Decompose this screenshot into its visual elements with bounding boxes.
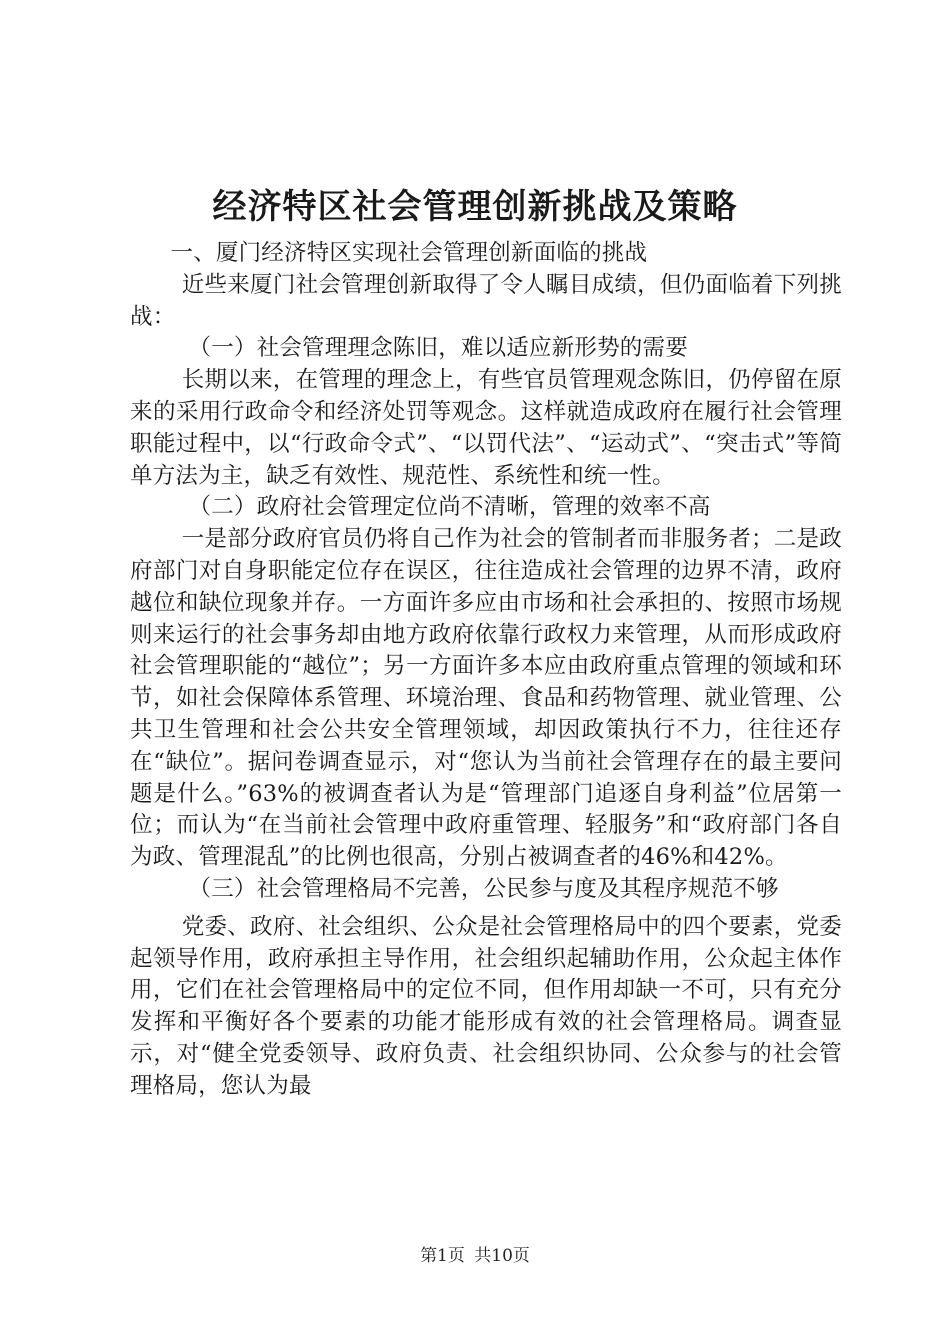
section-heading-1: 一、厦门经济特区实现社会管理创新面临的挑战 (170, 240, 648, 266)
paragraph-1: 长期以来，在管理的理念上，有些官员管理观念陈旧，仍停留在原来的采用行政命令和经济处罚等观念。这样就造成政府在履行社会管理职能过程中，以“行政命令式”、“以罚代法”、“运动式”、“突击式”等简单方法为主，缺乏有效性、规范性、系统性和统一性。 (130, 367, 842, 489)
paragraph-3: 党委、政府、社会组织、公众是社会管理格局中的四个要素，党委起领导作用，政府承担主导作用，社会组织起辅助作用，公众起主体作用，它们在社会管理格局中的定位不同，但作用却缺一不可，只有充分发挥和平衡好各个要素的功能才能形成有效的社会管理格局。调查显示，对“健全党委领导、政府负责、社会组织协同、公众参与的社会管理格局，您认为最 (130, 913, 842, 1099)
paragraph-2: 一是部分政府官员仍将自己作为社会的管制者而非服务者；二是政府部门对自身职能定位存在误区，往往造成社会管理的边界不清，政府越位和缺位现象并存。一方面许多应由市场和社会承担的、按照市场规则来运行的社会事务却由地方政府依靠行政权力来管理，从而形成政府社会管理职能的“越位”；另一方面许多本应由政府重点管理的领域和环节，如社会保障体系管理、环境治理、食品和药物管理、就业管理、公共卫生管理和社会公共安全管理领域，却因政策执行不力，往往还存在“缺位”。据问卷调查显示，对“您认为当前社会管理存在的最主要问题是什么。”63%的被调查者认为是“管理部门追逐自身利益”位居第一位；而认为“在当前社会管理中政府重管理、轻服务”和“政府部门各自为政、管理混乱”的比例也很高，分别占被调查者的46%和42%。 (130, 526, 842, 871)
paragraph-intro: 近些来厦门社会管理创新取得了令人瞩目成绩，但仍面临着下列挑战： (130, 271, 842, 330)
subsection-heading-3: （三）社会管理格局不完善，公民参与度及其程序规范不够 (188, 875, 779, 902)
page-number: 第1页 (420, 1246, 465, 1266)
document-body (130, 238, 842, 1103)
subsection-heading-1: （一）社会管理理念陈旧，难以适应新形势的需要 (188, 335, 688, 362)
page-total: 共10页 (474, 1246, 530, 1266)
subsection-heading-2: （二）政府社会管理定位尚不清晰，管理的效率不高 (188, 494, 711, 521)
page-footer (0, 1244, 950, 1268)
document-title: 经济特区社会管理创新挑战及策略 (212, 187, 738, 227)
